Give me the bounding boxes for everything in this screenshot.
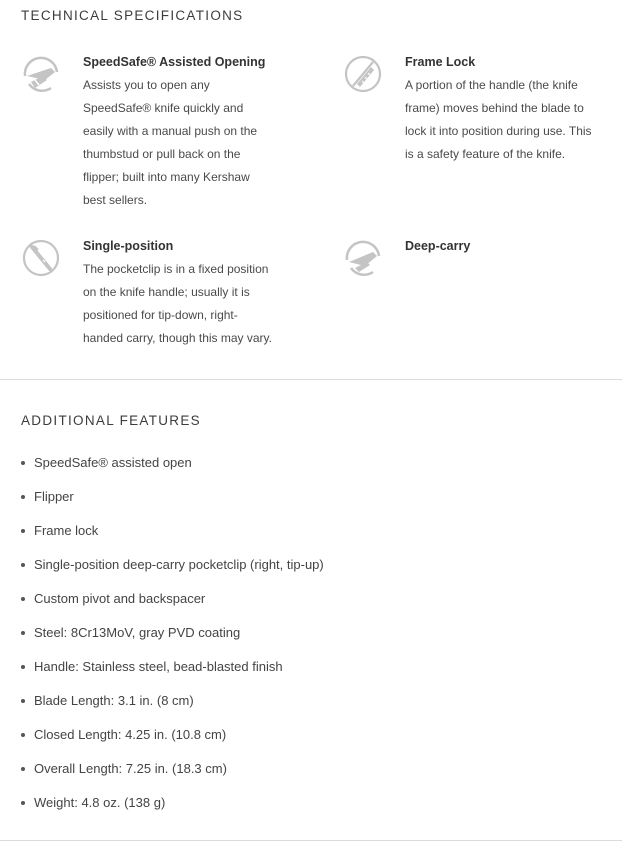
speedsafe-icon — [21, 54, 61, 94]
deep-carry-icon — [343, 238, 383, 278]
spec-description: The pocketclip is in a fixed position on the knife handle; usually it is positioned for tip-down, right- handed carry, though this may vary. — [83, 262, 272, 345]
spec-name: SpeedSafe® Assisted Opening — [83, 55, 266, 69]
spec-name: Single-position — [83, 239, 174, 253]
list-item: SpeedSafe® assisted open — [20, 452, 324, 486]
spec-name: Frame Lock — [405, 55, 476, 69]
list-item: Closed Length: 4.25 in. (10.8 cm) — [20, 724, 324, 758]
list-item: Single-position deep-carry pocketclip (right, tip-up) — [20, 554, 324, 588]
list-item: Steel: 8Cr13MoV, gray PVD coating — [20, 622, 324, 656]
technical-specifications-title: TECHNICAL SPECIFICATIONS — [21, 8, 244, 23]
spec-name: Deep-carry — [405, 239, 471, 253]
additional-features-title: ADDITIONAL FEATURES — [21, 413, 201, 428]
list-item: Custom pivot and backspacer — [20, 588, 324, 622]
list-item: Flipper — [20, 486, 324, 520]
spec-description: A portion of the handle (the knife frame) moves behind the blade to lock it into position during use. This is a safety feature of the knife. — [405, 78, 592, 161]
spec-description: Assists you to open any SpeedSafe® knife quickly and easily with a manual push on the thumbstud or pull back on the flipper; built into many Kershaw best sellers. — [83, 78, 258, 207]
section-divider — [0, 379, 622, 380]
list-item: Frame lock — [20, 520, 324, 554]
list-item: Handle: Stainless steel, bead-blasted finish — [20, 656, 324, 690]
list-item: Weight: 4.8 oz. (138 g) — [20, 792, 324, 826]
list-item: Overall Length: 7.25 in. (18.3 cm) — [20, 758, 324, 792]
feature-list — [20, 452, 324, 826]
list-item: Blade Length: 3.1 in. (8 cm) — [20, 690, 324, 724]
frame-lock-icon — [343, 54, 383, 94]
single-position-clip-icon — [21, 238, 61, 278]
